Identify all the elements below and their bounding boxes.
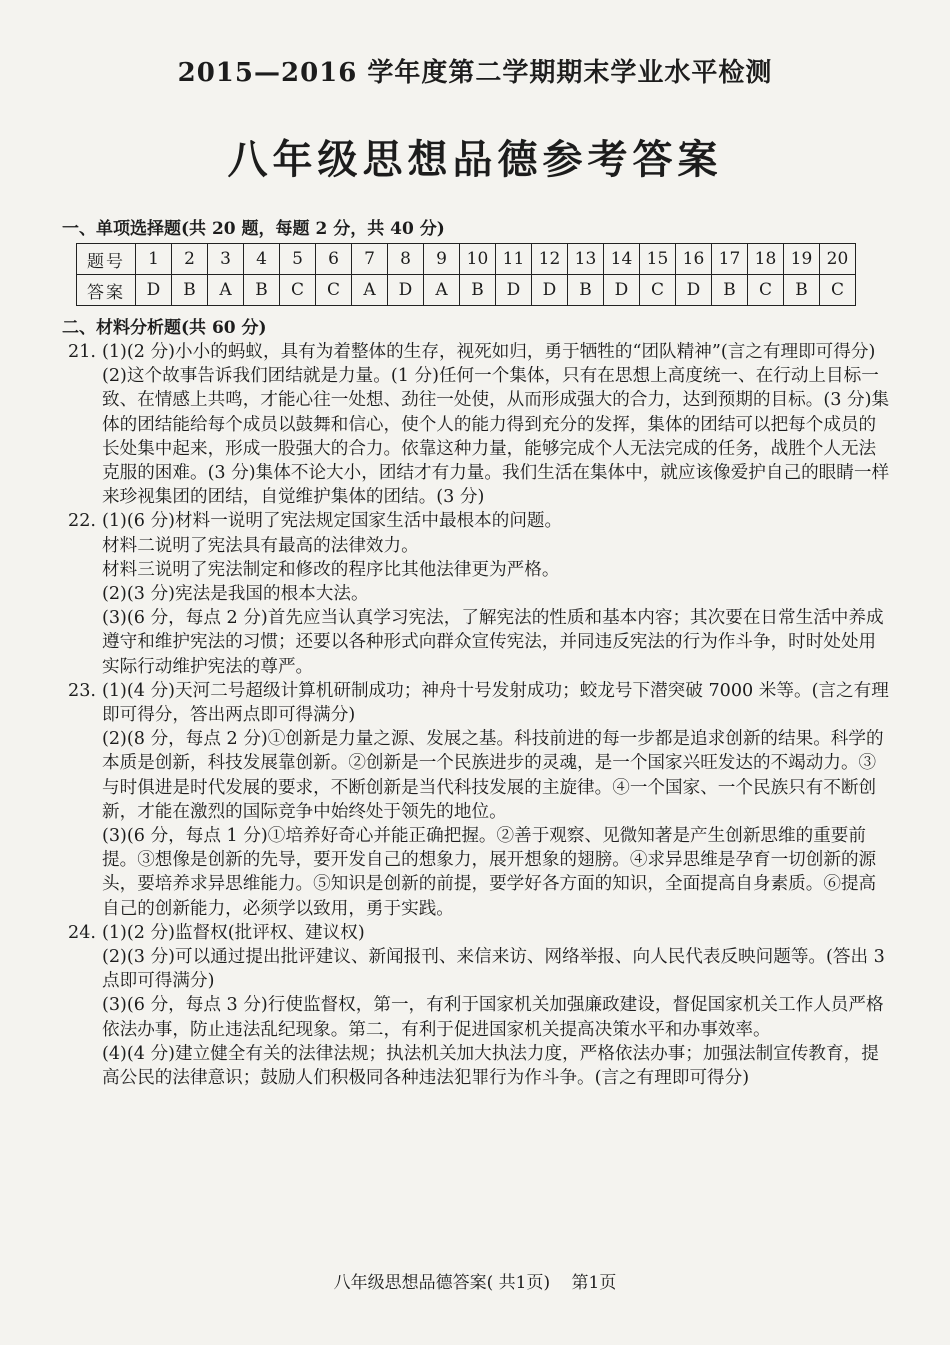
answer-paragraph: (4)(4 分)建立健全有关的法律法规；执法机关加大执法力度，严格依法办事；加强法制宣传教育，提高公民的法律意识；鼓励人们积极同各种违法犯罪行为作斗争。(言之有理即可得分) bbox=[102, 1043, 879, 1089]
answer-paragraph: (2)(3 分)宪法是我国的根本大法。 bbox=[102, 584, 369, 605]
answer-cell: D bbox=[532, 275, 568, 306]
footer-label: 八年级思想品德答案( 共1页) bbox=[333, 1273, 551, 1293]
answer-paragraph: 材料三说明了宪法制定和修改的程序比其他法律更为严格。 bbox=[102, 559, 560, 580]
answer-cell: D bbox=[496, 275, 532, 306]
answer-cell: C bbox=[280, 275, 316, 306]
answer-cell: C bbox=[640, 275, 676, 306]
answer-cell: A bbox=[352, 275, 388, 306]
answer-cell: C bbox=[748, 275, 784, 306]
page-number: 第1页 bbox=[571, 1273, 617, 1293]
question-number: 10 bbox=[460, 244, 496, 275]
question-number: 20 bbox=[820, 244, 856, 275]
answer-cell: A bbox=[424, 275, 460, 306]
answer-paragraph: (2)这个故事告诉我们团结就是力量。(1 分)任何一个集体，只有在思想上高度统一、在行动上目标一致、在情感上共鸣，才能心往一处想、劲往一处使，从而形成强大的合力，达到预期的目标。(3 分)集体的团结能给每个成员以鼓舞和信心，使个人的能力得到充分的发挥，集体的团结可以把每个成员的长处集中起来，形成一股强大的合力。依靠这种力量，能够完成个人无法完成的任务，战胜个人无法克服的困难。(3 分)集体不论大小，团结才有力量。我们生活在集体中，就应该像爱护自己的眼睛一样来珍视集团的团结，自觉维护集体的团结。(3 分) bbox=[102, 366, 890, 508]
question-number: 5 bbox=[280, 244, 316, 275]
answer-paragraph: 材料二说明了宪法具有最高的法律效力。 bbox=[102, 535, 419, 556]
answer-cell: B bbox=[460, 275, 496, 306]
answer-cell: A bbox=[208, 275, 244, 306]
answer-cell: B bbox=[244, 275, 280, 306]
question-number-label: 21. bbox=[68, 342, 96, 362]
row-label-number: 题号 bbox=[77, 244, 136, 275]
answer-cell: D bbox=[136, 275, 172, 306]
question-number: 8 bbox=[388, 244, 424, 275]
answer-body bbox=[68, 340, 890, 1090]
answer-table bbox=[76, 243, 856, 306]
question-number: 13 bbox=[568, 244, 604, 275]
answer-paragraph: (2)(3 分)可以通过提出批评建议、新闻报刊、来信来访、网络举报、向人民代表反映问题等。(答出 3 点即可得满分) bbox=[102, 947, 885, 992]
question-number-label: 22. bbox=[68, 511, 96, 532]
answer-cell: B bbox=[712, 275, 748, 306]
answer-cell: D bbox=[676, 275, 712, 306]
question-number: 6 bbox=[316, 244, 352, 275]
document-title: 八年级思想品德参考答案 bbox=[227, 136, 723, 183]
answer-cell: D bbox=[604, 275, 640, 306]
answer-paragraph: (1)(4 分)天河二号超级计算机研制成功；神舟十号发射成功；蛟龙号下潜突破 7000 米等。(言之有理即可得分，答出两点即可得满分) bbox=[102, 680, 889, 726]
answer-paragraph: (1)(6 分)材料一说明了宪法规定国家生活中最根本的问题。 bbox=[102, 511, 563, 532]
question-24 bbox=[68, 921, 890, 1090]
row-label-answer: 答案 bbox=[77, 275, 136, 306]
answer-cell: D bbox=[388, 275, 424, 306]
question-number: 9 bbox=[424, 244, 460, 275]
answer-cell: B bbox=[568, 275, 604, 306]
answer-paragraph: (3)(6 分，每点 1 分)①培养好奇心并能正确把握。②善于观察、见微知著是产生创新思维的重要前提。③想像是创新的先导，要开发自己的想象力，展开想象的翅膀。④求异思维是孕育一切创新的源头，要培养求异思维能力。⑤知识是创新的前提，要学好各方面的知识，全面提高自身素质。⑥提高自己的创新能力，必须学以致用，勇于实践。 bbox=[102, 826, 877, 919]
question-number: 12 bbox=[532, 244, 568, 275]
question-number-label: 24. bbox=[68, 922, 96, 943]
question-number: 4 bbox=[244, 244, 280, 275]
question-number: 17 bbox=[712, 244, 748, 275]
answer-cell: C bbox=[820, 275, 856, 306]
question-23 bbox=[68, 679, 890, 921]
page-footer bbox=[0, 1268, 950, 1293]
answer-paragraph: (1)(2 分)监督权(批评权、建议权) bbox=[102, 922, 365, 943]
question-number: 11 bbox=[496, 244, 532, 275]
section1-heading: 一、单项选择题(共 20 题，每题 2 分，共 40 分) bbox=[62, 219, 445, 239]
question-number: 2 bbox=[172, 244, 208, 275]
answer-paragraph: (2)(8 分，每点 2 分)①创新是力量之源、发展之基。科技前进的每一步都是追求创新的结果。科学的本质是创新，科技发展靠创新。②创新是一个民族进步的灵魂，是一个国家兴旺发达的不竭动力。③与时俱进是时代发展的要求，不断创新是当代科技发展的主旋律。④一个国家、一个民族只有不断创新，才能在激烈的国际竞争中始终处于领先的地位。 bbox=[102, 729, 884, 822]
question-number: 19 bbox=[784, 244, 820, 275]
question-number: 1 bbox=[136, 244, 172, 275]
answer-cell: C bbox=[316, 275, 352, 306]
question-number-label: 23. bbox=[68, 680, 96, 701]
question-22 bbox=[68, 509, 890, 678]
answer-cell: B bbox=[784, 275, 820, 306]
question-number: 15 bbox=[640, 244, 676, 275]
question-number: 18 bbox=[748, 244, 784, 275]
number-row bbox=[77, 244, 856, 275]
question-number: 16 bbox=[676, 244, 712, 275]
exam-title: 2015—2016 学年度第二学期期末学业水平检测 bbox=[177, 58, 773, 88]
answer-paragraph: (3)(6 分，每点 3 分)行使监督权，第一，有利于国家机关加强廉政建设，督促国家机关工作人员严格依法办事，防止违法乱纪现象。第二，有利于促进国家机关提高决策水平和办事效率。 bbox=[102, 995, 884, 1040]
answer-row bbox=[77, 275, 856, 306]
answer-cell: B bbox=[172, 275, 208, 306]
answer-paragraph: (3)(6 分，每点 2 分)首先应当认真学习宪法，了解宪法的性质和基本内容；其次要在日常生活中养成遵守和维护宪法的习惯；还要以各种形式向群众宣传宪法，并同违反宪法的行为作斗争，时时处处用实际行动维护宪法的尊严。 bbox=[102, 608, 884, 677]
question-number: 14 bbox=[604, 244, 640, 275]
question-21 bbox=[68, 340, 890, 509]
section2-heading: 二、材料分析题(共 60 分) bbox=[62, 318, 267, 338]
question-number: 3 bbox=[208, 244, 244, 275]
answer-paragraph: (1)(2 分)小小的蚂蚁，具有为着整体的生存，视死如归，勇于牺牲的“团队精神”(言之有理即可得分) bbox=[102, 342, 876, 362]
question-number: 7 bbox=[352, 244, 388, 275]
